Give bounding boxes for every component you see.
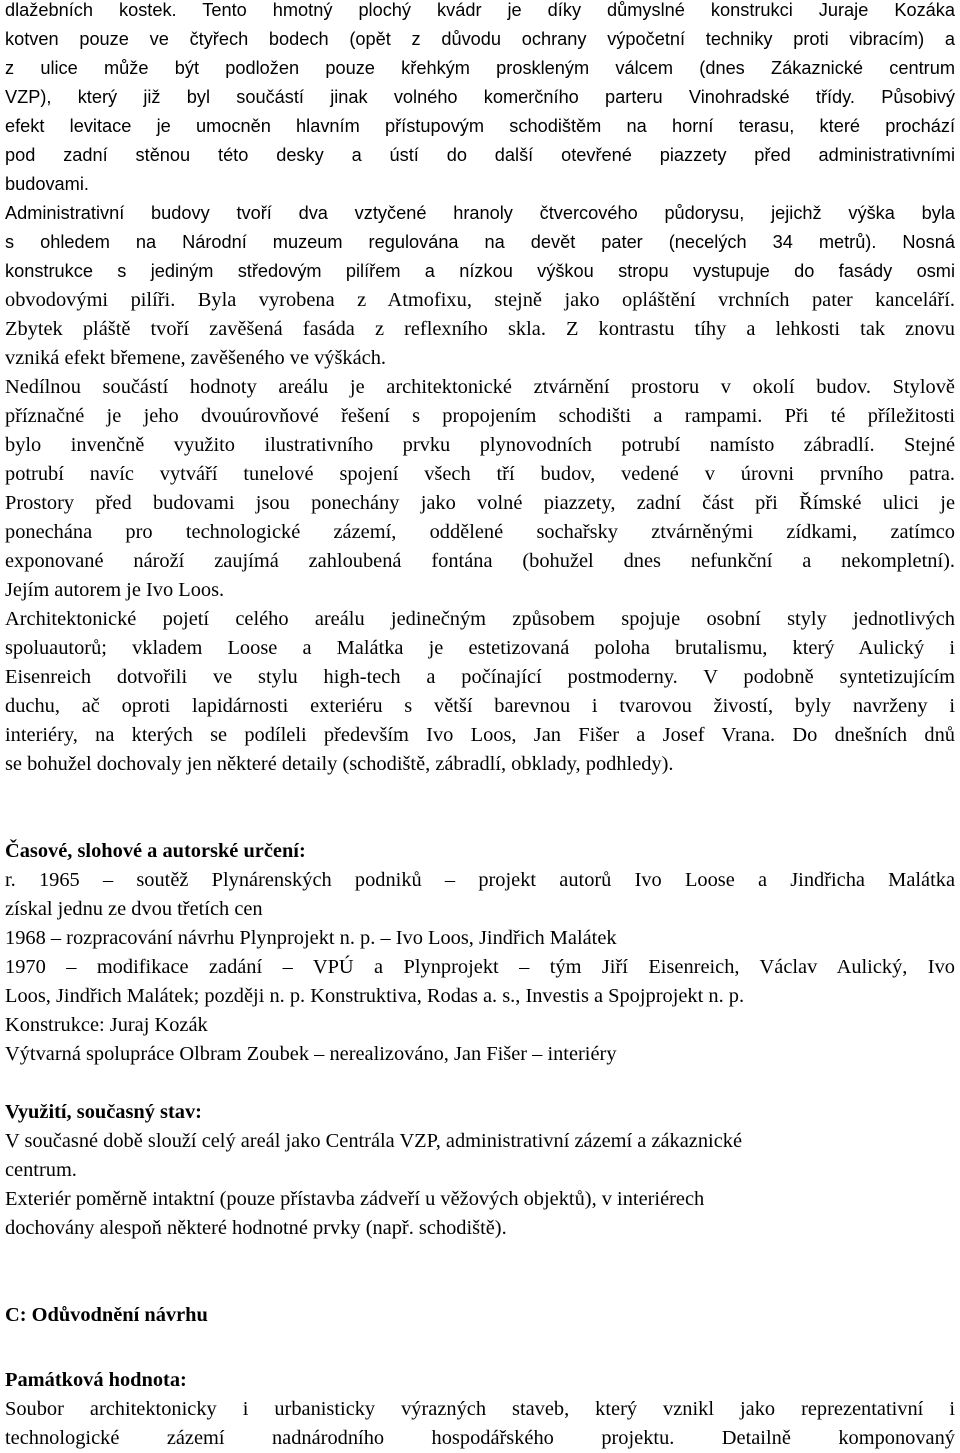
section-dating	[5, 837, 955, 1069]
text-line: 1970 – modifikace zadání – VPÚ a Plynprojekt – tým Jiří Eisenreich, Václav Aulický, Ivo	[5, 956, 955, 978]
text-line: konstrukce s jediným středovým pilířem a nízkou výškou stropu vystupuje do fasády osmi	[5, 261, 955, 281]
section-heading: Časové, slohové a autorské určení:	[5, 840, 306, 862]
text-line: příznačné je jeho dvouúrovňové řešení s propojením schodišti a rampami. Při té příležitosti	[5, 405, 955, 427]
text-line: VZP), který již byl součástí jinak volného komerčního parteru Vinohradské třídy. Působivý	[5, 87, 955, 107]
section-justification	[5, 1301, 955, 1330]
spacer	[5, 1069, 955, 1098]
text-line: potrubí navíc vytváří tunelové spojení všech tří budov, vedené v úrovni prvního patra.	[5, 463, 955, 485]
section-heading: Památková hodnota:	[5, 1369, 187, 1391]
text-line: dochovány alespoň některé hodnotné prvky (např. schodiště).	[5, 1217, 507, 1239]
text-line: duchu, ač oproti lapidárnosti exteriéru s větší barevnou i tvarovou živostí, byly navrženy i	[5, 695, 955, 717]
paragraph-administrative-buildings	[5, 199, 955, 373]
spacer	[5, 1243, 955, 1301]
text-line: získal jednu ze dvou třetích cen	[5, 898, 263, 920]
paragraph-levitation	[5, 0, 955, 199]
text-line: centrum.	[5, 1159, 77, 1181]
text-line: se bohužel dochovaly jen některé detaily (schodiště, zábradlí, obklady, podhledy).	[5, 753, 674, 775]
text-line: Architektonické pojetí celého areálu jedinečným způsobem spojuje osobní styly jednotlivých	[5, 608, 955, 630]
text-line: interiéry, na kterých se podíleli především Ivo Loos, Jan Fišer a Josef Vrana. Do dnešních dnů	[5, 724, 955, 746]
text-line: Zbytek pláště tvoří zavěšená fasáda z reflexního skla. Z kontrastu tíhy a lehkosti tak znovu	[5, 318, 955, 340]
text-line: s ohledem na Národní muzeum regulována na devět pater (necelých 34 metrů). Nosná	[5, 232, 955, 252]
text-line: ponechána pro technologické zázemí, oddělené sochařsky ztvárněnými zídkami, zatímco	[5, 521, 955, 543]
text-line: V současné době slouží celý areál jako Centrála VZP, administrativní zázemí a zákaznické	[5, 1130, 742, 1152]
text-line: efekt levitace je umocněn hlavním přístupovým schodištěm na horní terasu, které prochází	[5, 116, 955, 136]
text-line: kotven pouze ve čtyřech bodech (opět z důvodu ochrany výpočetní techniky proti vibracím) a	[5, 29, 955, 49]
text-line: Nedílnou součástí hodnoty areálu je architektonické ztvárnění prostoru v okolí budov. Stylově	[5, 376, 955, 398]
text-line: 1968 – rozpracování návrhu Plynprojekt n. p. – Ivo Loos, Jindřich Malátek	[5, 927, 617, 949]
text-line: Soubor architektonicky i urbanisticky výrazných staveb, který vznikl jako reprezentativní i	[5, 1398, 955, 1420]
text-line: z ulice může být podložen pouze křehkým proskleným válcem (dnes Zákaznické centrum	[5, 58, 955, 78]
text-line: Prostory před budovami jsou ponechány jako volné piazzety, zadní část při Římské ulici je	[5, 492, 955, 514]
text-line: vzniká efekt břemene, zavěšeného ve výškách.	[5, 347, 387, 369]
section-heading: C: Odůvodnění návrhu	[5, 1304, 208, 1326]
section-current-use	[5, 1098, 955, 1243]
text-line: Jejím autorem je Ivo Loos.	[5, 579, 225, 601]
text-line: Exteriér poměrně intaktní (pouze přístavba zádveří u věžových objektů), v interiérech	[5, 1188, 705, 1210]
text-line: exponované nároží zaujímá zahloubená fontána (bohužel dnes nefunkční a nekompletní).	[5, 550, 955, 572]
text-line: budovami.	[5, 174, 89, 194]
text-line: technologické zázemí nadnárodního hospodářského projektu. Detailně komponovaný	[5, 1427, 955, 1449]
text-line: spoluautorů; vkladem Loose a Malátka je estetizovaná poloha brutalismu, který Aulický i	[5, 637, 955, 659]
spacer	[5, 1330, 955, 1366]
text-line: bylo invenčně využito ilustrativního prvku plynovodních potrubí namísto zábradlí. Stejné	[5, 434, 955, 456]
text-line: obvodovými pilíři. Byla vyrobena z Atmofixu, stejně jako opláštění vrchních pater kanceláří.	[5, 289, 955, 311]
section-heading: Využití, současný stav:	[5, 1101, 202, 1123]
paragraph-surroundings	[5, 373, 955, 605]
text-line: Konstrukce: Juraj Kozák	[5, 1014, 208, 1036]
text-line: pod zadní stěnou této desky a ústí do další otevřené piazzety před administrativními	[5, 145, 955, 165]
text-line: Loos, Jindřich Malátek; později n. p. Konstruktiva, Rodas a. s., Investis a Spojprojekt n. p.	[5, 985, 745, 1007]
text-line: r. 1965 – soutěž Plynárenských podniků – projekt autorů Ivo Loose a Jindřicha Malátka	[5, 869, 955, 891]
spacer	[5, 779, 955, 837]
text-line: dlažebních kostek. Tento hmotný plochý kvádr je díky důmyslné konstrukci Juraje Kozáka	[5, 0, 955, 20]
document-page	[5, 0, 955, 1453]
text-line: Výtvarná spolupráce Olbram Zoubek – nerealizováno, Jan Fišer – interiéry	[5, 1043, 617, 1065]
text-line: Eisenreich dotvořili ve stylu high-tech a počínající postmoderny. V podobně syntetizujícím	[5, 666, 955, 688]
paragraph-architectural-concept	[5, 605, 955, 779]
section-heritage-value	[5, 1366, 955, 1453]
text-line: Administrativní budovy tvoří dva vztyčené hranoly čtvercového půdorysu, jejichž výška byla	[5, 203, 955, 223]
